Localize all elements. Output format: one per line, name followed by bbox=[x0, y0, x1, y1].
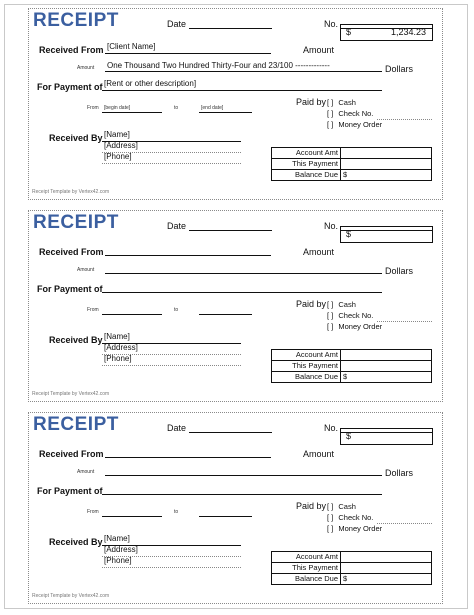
begin-date-value: [begin date] bbox=[104, 105, 131, 111]
amount-currency: $ bbox=[346, 27, 352, 37]
received-by-label: Received By bbox=[49, 537, 103, 547]
amount-label: Amount bbox=[303, 247, 335, 257]
for-payment-label: For Payment of bbox=[37, 486, 103, 496]
dollars-label: Dollars bbox=[385, 266, 414, 276]
amount-currency: $ bbox=[346, 229, 352, 239]
paid-by-label: Paid by bbox=[296, 501, 327, 511]
received-from-label: Received From bbox=[39, 449, 104, 459]
checkbox-icon[interactable]: [ ] bbox=[327, 98, 334, 107]
account-amt-value[interactable] bbox=[341, 148, 432, 159]
receiver-phone-value: [Phone] bbox=[104, 152, 132, 161]
payment-option-check[interactable] bbox=[327, 513, 373, 522]
table-row bbox=[272, 574, 432, 585]
balance-table bbox=[271, 551, 432, 585]
receiver-address-value: [Address] bbox=[104, 343, 138, 352]
received-from-field[interactable] bbox=[105, 42, 271, 54]
table-row bbox=[272, 563, 432, 574]
receiver-name-value: [Name] bbox=[104, 534, 130, 543]
receiver-name-value: [Name] bbox=[104, 130, 130, 139]
amount-words-field[interactable] bbox=[105, 464, 382, 476]
this-payment-value[interactable] bbox=[341, 361, 432, 372]
payment-option-cash[interactable] bbox=[327, 300, 356, 309]
amount-words-field[interactable] bbox=[105, 262, 382, 274]
end-date-value: [end date] bbox=[201, 105, 224, 111]
for-payment-label: For Payment of bbox=[37, 82, 103, 92]
paid-by-label: Paid by bbox=[296, 299, 327, 309]
payment-option-label: Check No. bbox=[338, 311, 374, 320]
amount-field[interactable] bbox=[340, 226, 433, 243]
paid-by-label: Paid by bbox=[296, 97, 327, 107]
account-amt-value[interactable] bbox=[341, 350, 432, 361]
this-payment-label: This Payment bbox=[272, 563, 341, 574]
receipt-title: RECEIPT bbox=[33, 414, 119, 435]
checkbox-icon[interactable]: [ ] bbox=[327, 120, 334, 129]
received-by-label: Received By bbox=[49, 133, 103, 143]
amount-words-label: Amount bbox=[77, 267, 95, 273]
payment-option-label: Money Order bbox=[338, 120, 383, 129]
amount-words-field[interactable] bbox=[105, 60, 382, 72]
payment-option-money-order[interactable] bbox=[327, 120, 382, 129]
payment-option-label: Cash bbox=[338, 98, 356, 107]
this-payment-label: This Payment bbox=[272, 361, 341, 372]
receipt-title: RECEIPT bbox=[33, 10, 119, 31]
amount-words-label: Amount bbox=[77, 469, 95, 475]
amount-label: Amount bbox=[303, 45, 335, 55]
date-label: Date bbox=[167, 423, 187, 433]
amount-field[interactable] bbox=[340, 428, 433, 445]
receiver-phone-value: [Phone] bbox=[104, 354, 132, 363]
this-payment-label: This Payment bbox=[272, 159, 341, 170]
payment-option-cash[interactable] bbox=[327, 502, 356, 511]
table-row bbox=[272, 552, 432, 563]
this-payment-value[interactable] bbox=[341, 563, 432, 574]
receipt-card-2 bbox=[28, 210, 443, 402]
balance-due-value[interactable]: $ bbox=[341, 170, 432, 181]
begin-date-field[interactable] bbox=[102, 505, 162, 517]
receipt-number-label: No. bbox=[324, 221, 339, 231]
payment-option-label: Check No. bbox=[338, 513, 374, 522]
balance-due-label: Balance Due bbox=[272, 372, 341, 383]
from-label: From bbox=[87, 307, 99, 313]
checkbox-icon[interactable]: [ ] bbox=[327, 322, 334, 331]
end-date-field[interactable] bbox=[199, 505, 252, 517]
payment-description-field[interactable] bbox=[102, 79, 382, 91]
check-number-field[interactable] bbox=[377, 512, 432, 524]
payment-option-money-order[interactable] bbox=[327, 322, 382, 331]
begin-date-field[interactable] bbox=[102, 101, 162, 113]
payment-option-label: Check No. bbox=[338, 109, 374, 118]
amount-currency: $ bbox=[346, 431, 352, 441]
payment-option-label: Cash bbox=[338, 502, 356, 511]
checkbox-icon[interactable]: [ ] bbox=[327, 109, 334, 118]
received-from-field[interactable] bbox=[105, 446, 271, 458]
payment-option-money-order[interactable] bbox=[327, 524, 382, 533]
received-from-label: Received From bbox=[39, 247, 104, 257]
payment-option-cash[interactable] bbox=[327, 98, 356, 107]
balance-due-value[interactable]: $ bbox=[341, 372, 432, 383]
to-label: to bbox=[174, 105, 179, 111]
account-amt-label: Account Amt bbox=[272, 350, 341, 361]
payment-option-label: Money Order bbox=[338, 524, 383, 533]
end-date-field[interactable] bbox=[199, 101, 252, 113]
check-number-field[interactable] bbox=[377, 310, 432, 322]
receiver-phone-field[interactable] bbox=[102, 354, 241, 366]
received-from-field[interactable] bbox=[105, 244, 271, 256]
account-amt-label: Account Amt bbox=[272, 552, 341, 563]
end-date-field[interactable] bbox=[199, 303, 252, 315]
checkbox-icon[interactable]: [ ] bbox=[327, 311, 334, 320]
client-name-value: [Client Name] bbox=[107, 42, 156, 51]
table-row bbox=[272, 372, 432, 383]
template-credit: Receipt Template by Vertex42.com bbox=[32, 391, 110, 397]
date-label: Date bbox=[167, 19, 187, 29]
payment-description-field[interactable] bbox=[102, 483, 382, 495]
received-by-label: Received By bbox=[49, 335, 103, 345]
payment-description-value: [Rent or other description] bbox=[104, 79, 197, 88]
receipt-number-label: No. bbox=[324, 423, 339, 433]
payment-option-check[interactable] bbox=[327, 109, 373, 118]
receipt-card-1 bbox=[28, 8, 443, 200]
amount-value: 1,234.23 bbox=[390, 27, 426, 37]
date-field[interactable] bbox=[189, 219, 272, 231]
receiver-address-value: [Address] bbox=[104, 545, 138, 554]
table-row bbox=[272, 159, 432, 170]
checkbox-icon[interactable]: [ ] bbox=[327, 502, 334, 511]
amount-words-value: One Thousand Two Hundred Thirty-Four and 23/100 ------------- bbox=[107, 61, 330, 70]
date-label: Date bbox=[167, 221, 187, 231]
receiver-address-value: [Address] bbox=[104, 141, 138, 150]
checkbox-icon[interactable]: [ ] bbox=[327, 300, 334, 309]
table-row bbox=[272, 148, 432, 159]
template-credit: Receipt Template by Vertex42.com bbox=[32, 189, 110, 195]
account-amt-value[interactable] bbox=[341, 552, 432, 563]
received-from-label: Received From bbox=[39, 45, 104, 55]
amount-label: Amount bbox=[303, 449, 335, 459]
balance-due-value[interactable]: $ bbox=[341, 574, 432, 585]
date-field[interactable] bbox=[189, 17, 272, 29]
for-payment-label: For Payment of bbox=[37, 284, 103, 294]
date-field[interactable] bbox=[189, 421, 272, 433]
table-row bbox=[272, 170, 432, 181]
balance-table bbox=[271, 349, 432, 383]
dollars-label: Dollars bbox=[385, 468, 414, 478]
begin-date-field[interactable] bbox=[102, 303, 162, 315]
receiver-phone-field[interactable] bbox=[102, 152, 241, 164]
template-credit: Receipt Template by Vertex42.com bbox=[32, 593, 110, 599]
amount-field[interactable] bbox=[340, 24, 433, 41]
account-amt-label: Account Amt bbox=[272, 148, 341, 159]
payment-option-label: Cash bbox=[338, 300, 356, 309]
check-number-field[interactable] bbox=[377, 108, 432, 120]
table-row bbox=[272, 350, 432, 361]
payment-option-label: Money Order bbox=[338, 322, 383, 331]
receiver-phone-field[interactable] bbox=[102, 556, 241, 568]
amount-words-label: Amount bbox=[77, 65, 95, 71]
balance-table bbox=[271, 147, 432, 181]
payment-option-check[interactable] bbox=[327, 311, 373, 320]
checkbox-icon[interactable]: [ ] bbox=[327, 524, 334, 533]
payment-description-field[interactable] bbox=[102, 281, 382, 293]
receiver-name-value: [Name] bbox=[104, 332, 130, 341]
receiver-phone-value: [Phone] bbox=[104, 556, 132, 565]
receipt-title: RECEIPT bbox=[33, 212, 119, 233]
receipt-number-label: No. bbox=[324, 19, 339, 29]
dollars-label: Dollars bbox=[385, 64, 414, 74]
checkbox-icon[interactable]: [ ] bbox=[327, 513, 334, 522]
balance-due-label: Balance Due bbox=[272, 170, 341, 181]
balance-due-label: Balance Due bbox=[272, 574, 341, 585]
from-label: From bbox=[87, 509, 99, 515]
to-label: to bbox=[174, 509, 179, 515]
receipt-card-3 bbox=[28, 412, 443, 604]
to-label: to bbox=[174, 307, 179, 313]
table-row bbox=[272, 361, 432, 372]
from-label: From bbox=[87, 105, 99, 111]
this-payment-value[interactable] bbox=[341, 159, 432, 170]
